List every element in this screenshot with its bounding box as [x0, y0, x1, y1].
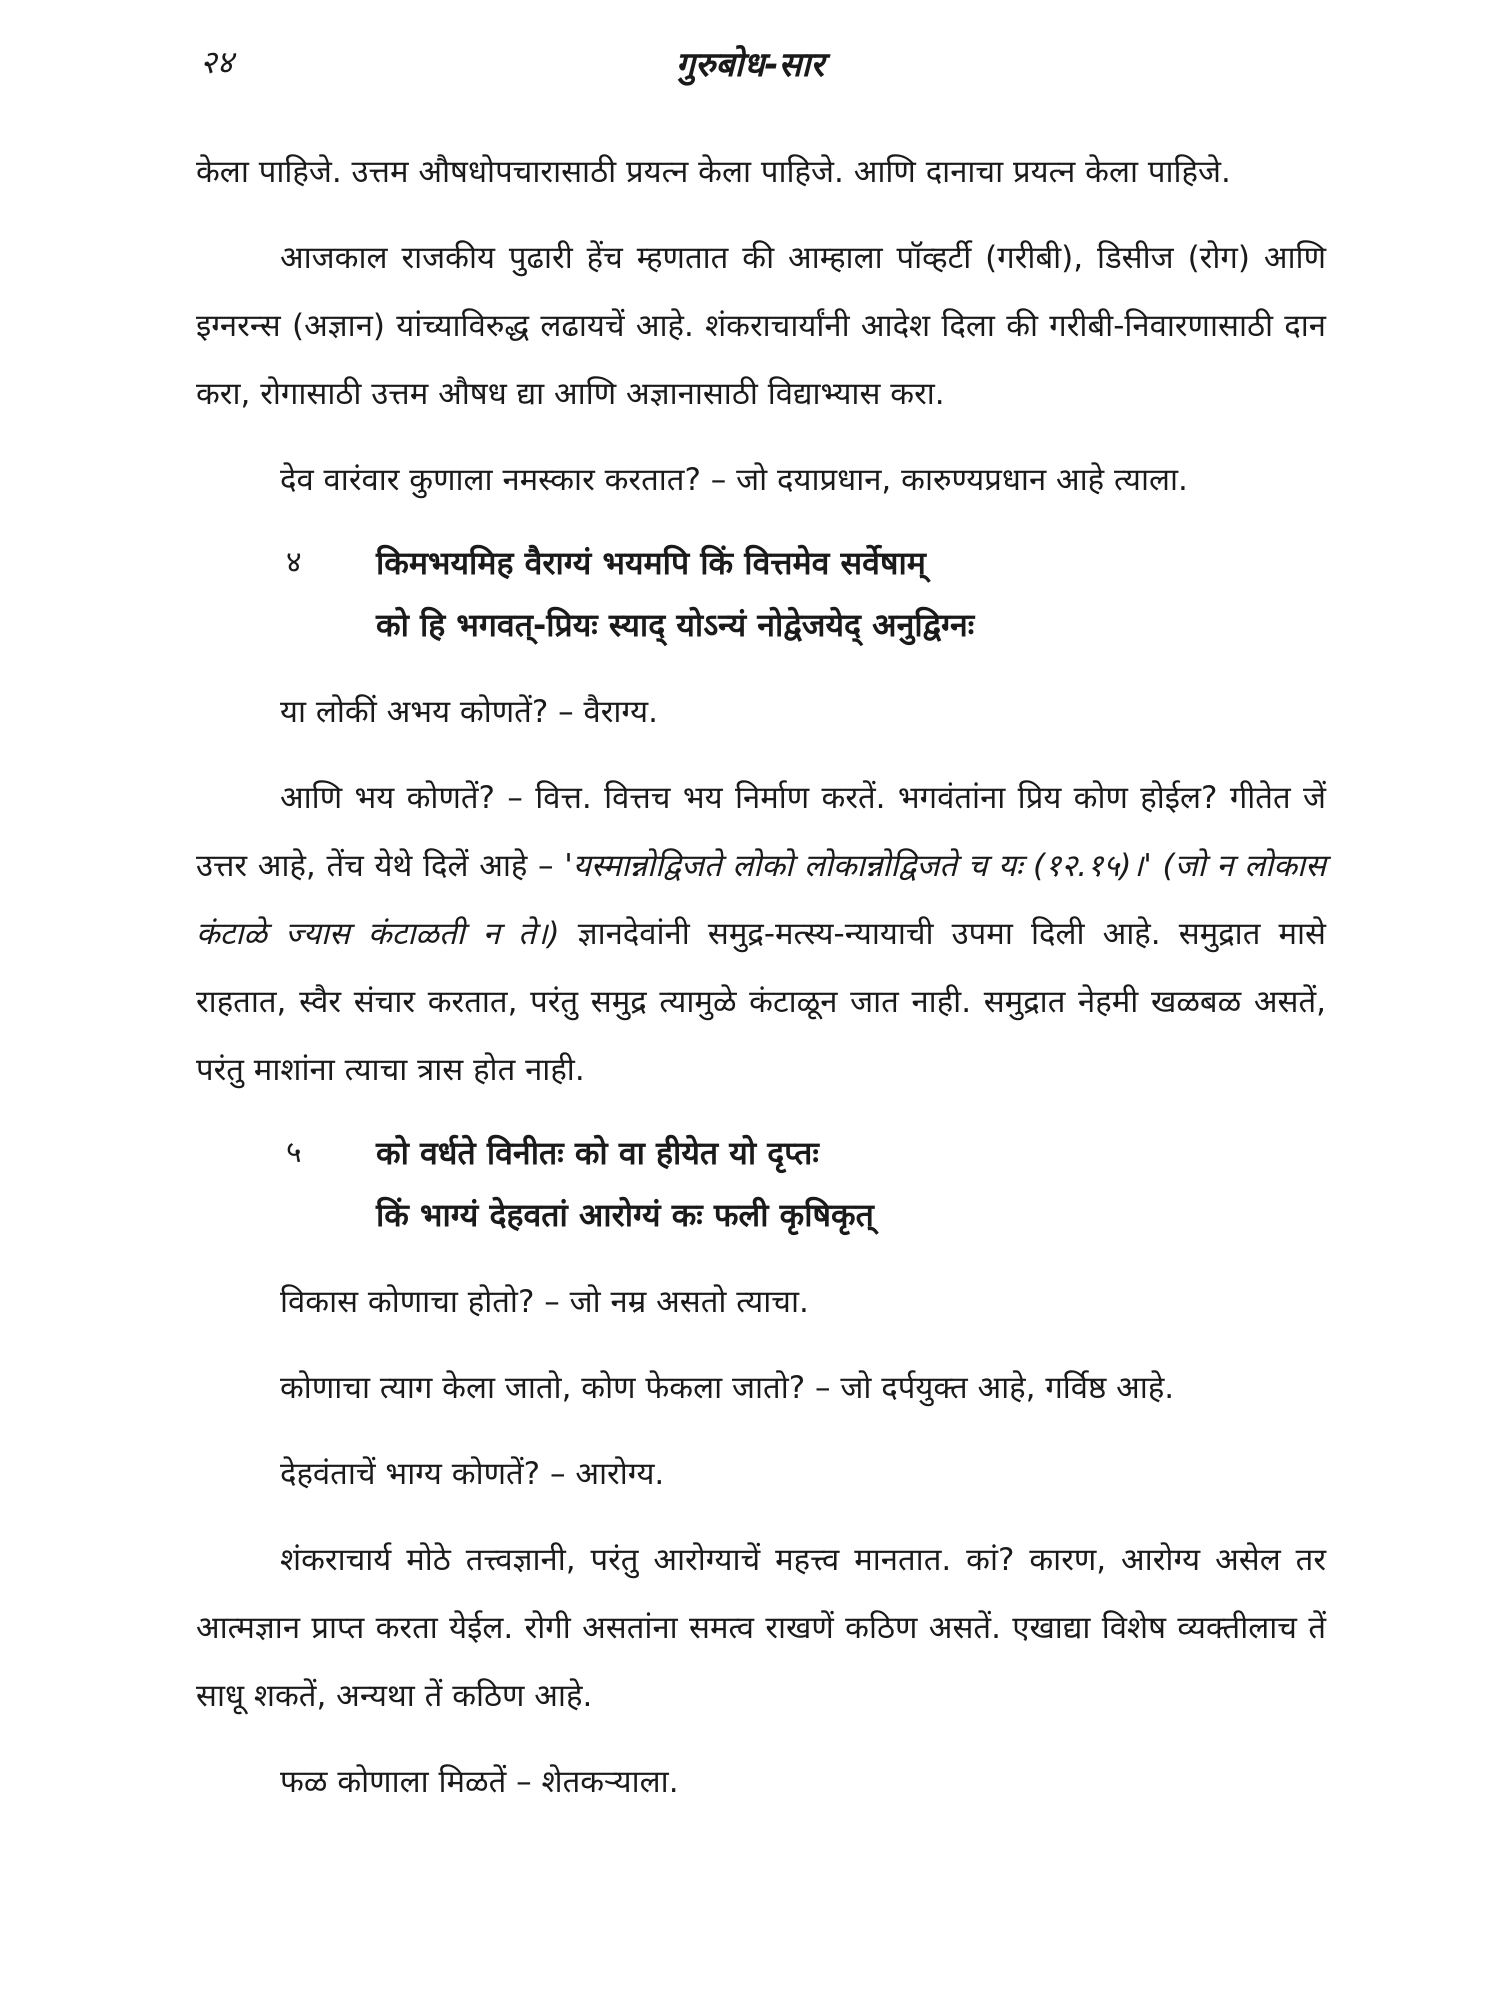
- gloss-quote: (जो न लोकास कंटाळे ज्यास कंटाळती न ते।): [196, 848, 1327, 952]
- verse-line-2: किं भाग्यं देहवतां आरोग्यं कः फली कृषिकृत्: [376, 1196, 874, 1234]
- paragraph-text: [1152, 848, 1163, 884]
- page-header: [0, 40, 1500, 100]
- page-body: [196, 138, 1326, 1834]
- verse-4: [196, 532, 1326, 656]
- paragraph-growth: विकास कोणाचा होतो? – जो नम्र असतो त्याचा.: [280, 1284, 809, 1320]
- page-number: २४: [200, 43, 234, 81]
- paragraph-fruit: फळ कोणाला मिळतें – शेतकऱ्याला.: [280, 1764, 679, 1800]
- paragraph-fear: [196, 764, 1326, 1104]
- paragraph-text: आणि भय कोणतें? – वित्त. वित्तच भय निर्माण करतें. भगवंतांना प्रिय कोण होईल? गीतेत जें उत्तर आहे, तेंच येथे दिलें आहे –: [196, 780, 1326, 884]
- paragraph-continuation: केला पाहिजे. उत्तम औषधोपचारासाठी प्रयत्न केला पाहिजे. आणि दानाचा प्रयत्न केला पाहिजे.: [196, 154, 1231, 190]
- verse-number: ४: [286, 545, 302, 580]
- paragraph-leaders: आजकाल राजकीय पुढारी हेंच म्हणतात की आम्हाला पॉव्हर्टी (गरीबी), डिसीज (रोग) आणि इग्नरन्स (अज्ञान) यांच्याविरुद्ध लढायचें आहे. शंकराचार्यांनी आदेश दिला की गरीबी-निवारणासाठी दान करा, रोगासाठी उत्तम औषध द्या आणि अज्ञानासाठी विद्याभ्यास करा.: [196, 240, 1326, 412]
- verse-number: ५: [286, 1135, 302, 1170]
- verse-line-1: को वर्धते विनीतः को वा हीयेत यो दृप्तः: [376, 1134, 819, 1172]
- paragraph-rejection: कोणाचा त्याग केला जातो, कोण फेकला जातो? – जो दर्पयुक्त आहे, गर्विष्ठ आहे.: [280, 1370, 1175, 1406]
- paragraph-fortune: देहवंताचें भाग्य कोणतें? – आरोग्य.: [280, 1456, 665, 1492]
- paragraph-fearlessness: या लोकीं अभय कोणतें? – वैराग्य.: [280, 694, 658, 730]
- verse-line-1: किमभयमिह वैराग्यं भयमपि किं वित्तमेव सर्वेषाम्: [376, 544, 926, 582]
- gita-quote: 'यस्मान्नोद्विजते लोको लोकान्नोद्विजते च यः (१२.१५)।': [564, 848, 1152, 884]
- paragraph-health: शंकराचार्य मोठे तत्त्वज्ञानी, परंतु आरोग्याचें महत्त्व मानतात. कां? कारण, आरोग्य असेल तर आत्मज्ञान प्राप्त करता येईल. रोगी असतांना समत्व राखणें कठिण असतें. एखाद्या विशेष व्यक्तीलाच तें साधू शकतें, अन्यथा तें कठिण आहे.: [196, 1542, 1326, 1714]
- paragraph-text: ज्ञानदेवांनी समुद्र-मत्स्य-न्यायाची उपमा दिली आहे. समुद्रात मासे राहतात, स्वैर संचार करतात, परंतु समुद्र त्यामुळे कंटाळून जात नाही. समुद्रात नेहमी खळबळ असतें, परंतु माशांना त्याचा त्रास होत नाही.: [196, 916, 1326, 1088]
- paragraph-question-gods: देव वारंवार कुणाला नमस्कार करतात? – जो दयाप्रधान, कारुण्यप्रधान आहे त्याला.: [280, 462, 1188, 498]
- running-title: गुरुबोध-सार: [675, 45, 825, 85]
- verse-5: [196, 1122, 1326, 1246]
- verse-line-2: को हि भगवत्-प्रियः स्याद् योऽन्यं नोद्वेजयेद् अनुद्विग्नः: [376, 606, 975, 644]
